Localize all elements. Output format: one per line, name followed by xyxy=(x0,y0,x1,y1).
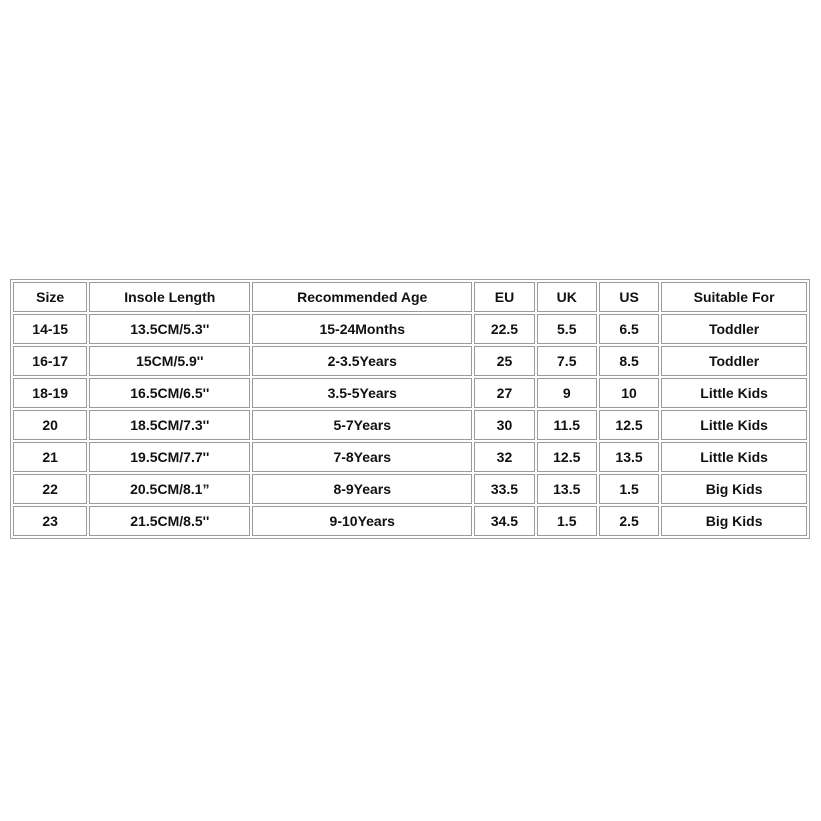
cell-suitable-for: Toddler xyxy=(661,346,807,376)
cell-recommended-age: 15-24Months xyxy=(252,314,472,344)
cell-eu: 22.5 xyxy=(474,314,534,344)
header-row xyxy=(13,282,807,312)
table-row xyxy=(13,410,807,440)
header-uk: UK xyxy=(537,282,597,312)
table-row xyxy=(13,506,807,536)
cell-us: 1.5 xyxy=(599,474,659,504)
cell-size: 14-15 xyxy=(13,314,87,344)
cell-size: 23 xyxy=(13,506,87,536)
cell-uk: 13.5 xyxy=(537,474,597,504)
cell-size: 16-17 xyxy=(13,346,87,376)
table-row xyxy=(13,378,807,408)
header-suitable-for: Suitable For xyxy=(661,282,807,312)
header-size: Size xyxy=(13,282,87,312)
cell-uk: 1.5 xyxy=(537,506,597,536)
cell-uk: 11.5 xyxy=(537,410,597,440)
cell-us: 13.5 xyxy=(599,442,659,472)
cell-eu: 33.5 xyxy=(474,474,534,504)
cell-insole-length: 20.5CM/8.1” xyxy=(89,474,250,504)
cell-us: 10 xyxy=(599,378,659,408)
cell-eu: 30 xyxy=(474,410,534,440)
cell-us: 6.5 xyxy=(599,314,659,344)
cell-us: 2.5 xyxy=(599,506,659,536)
cell-size: 21 xyxy=(13,442,87,472)
header-insole-length: Insole Length xyxy=(89,282,250,312)
cell-eu: 32 xyxy=(474,442,534,472)
cell-size: 20 xyxy=(13,410,87,440)
cell-eu: 25 xyxy=(474,346,534,376)
table-row xyxy=(13,346,807,376)
table-row xyxy=(13,474,807,504)
cell-suitable-for: Big Kids xyxy=(661,474,807,504)
header-recommended-age: Recommended Age xyxy=(252,282,472,312)
cell-insole-length: 16.5CM/6.5'' xyxy=(89,378,250,408)
cell-eu: 27 xyxy=(474,378,534,408)
cell-suitable-for: Toddler xyxy=(661,314,807,344)
cell-recommended-age: 5-7Years xyxy=(252,410,472,440)
header-eu: EU xyxy=(474,282,534,312)
cell-uk: 5.5 xyxy=(537,314,597,344)
cell-us: 8.5 xyxy=(599,346,659,376)
cell-insole-length: 18.5CM/7.3'' xyxy=(89,410,250,440)
cell-suitable-for: Big Kids xyxy=(661,506,807,536)
cell-uk: 9 xyxy=(537,378,597,408)
cell-recommended-age: 9-10Years xyxy=(252,506,472,536)
cell-insole-length: 19.5CM/7.7'' xyxy=(89,442,250,472)
table-row xyxy=(13,442,807,472)
cell-uk: 7.5 xyxy=(537,346,597,376)
cell-suitable-for: Little Kids xyxy=(661,378,807,408)
cell-eu: 34.5 xyxy=(474,506,534,536)
cell-recommended-age: 3.5-5Years xyxy=(252,378,472,408)
table-row xyxy=(13,314,807,344)
cell-suitable-for: Little Kids xyxy=(661,442,807,472)
cell-insole-length: 13.5CM/5.3'' xyxy=(89,314,250,344)
cell-recommended-age: 7-8Years xyxy=(252,442,472,472)
size-chart-table xyxy=(10,279,810,539)
cell-us: 12.5 xyxy=(599,410,659,440)
cell-recommended-age: 2-3.5Years xyxy=(252,346,472,376)
cell-uk: 12.5 xyxy=(537,442,597,472)
cell-size: 18-19 xyxy=(13,378,87,408)
cell-size: 22 xyxy=(13,474,87,504)
cell-insole-length: 15CM/5.9'' xyxy=(89,346,250,376)
header-us: US xyxy=(599,282,659,312)
cell-insole-length: 21.5CM/8.5'' xyxy=(89,506,250,536)
cell-recommended-age: 8-9Years xyxy=(252,474,472,504)
cell-suitable-for: Little Kids xyxy=(661,410,807,440)
